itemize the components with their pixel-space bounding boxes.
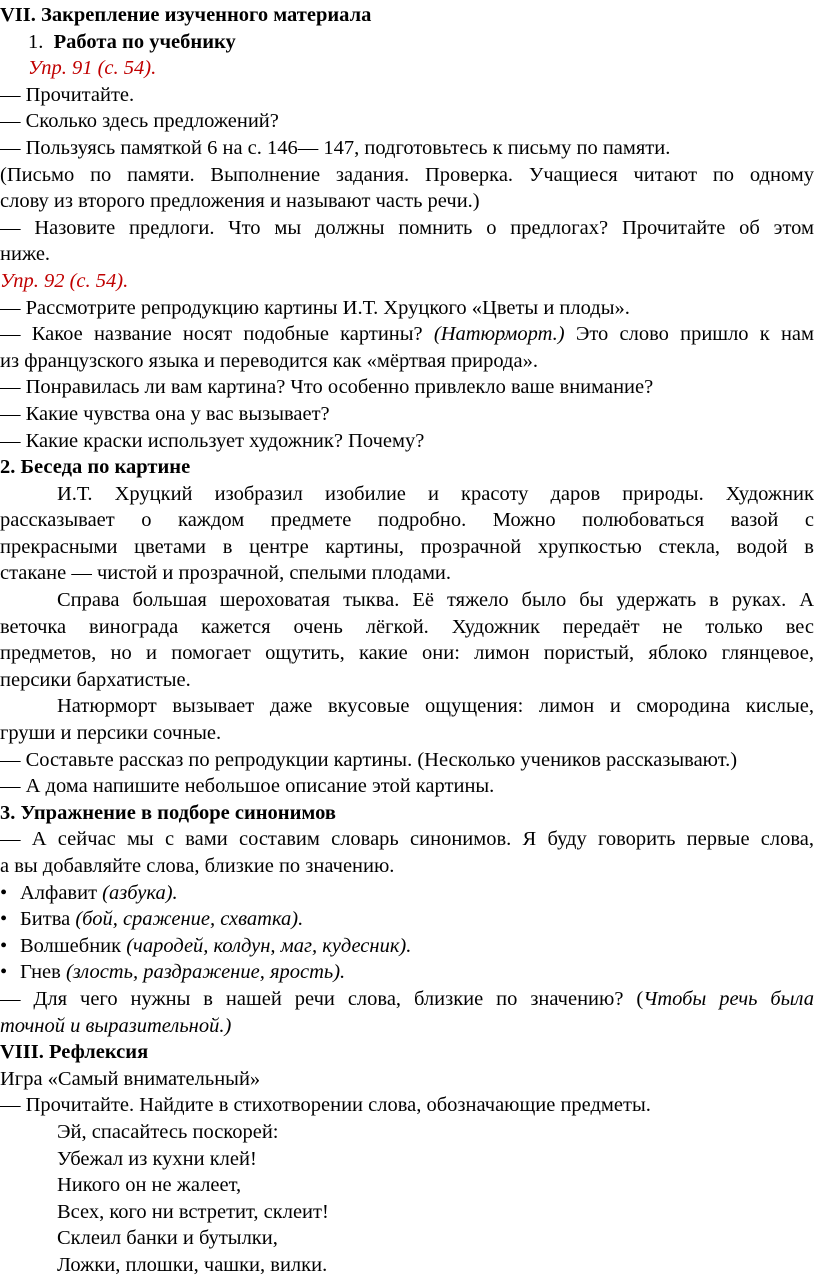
paragraph-line: — Какие чувства она у вас вызывает? xyxy=(0,402,330,425)
bullet-marker: • xyxy=(0,961,8,984)
bullet-marker: • xyxy=(0,881,8,904)
paragraph-line: — Прочитайте. xyxy=(0,83,135,106)
paragraph-line: стакане — чистой и прозрачной, спелыми плодами. xyxy=(0,562,452,585)
paragraph-line: — А дома напишите небольшое описание этой картины. xyxy=(0,775,495,798)
exercise-ref-92: Упр. 92 (с. 54). xyxy=(0,269,129,292)
paragraph-line: Справа большая шероховатая тыква. Её тяжело было бы удержать в руках. А xyxy=(57,589,814,612)
exercise-ref-91: Упр. 91 (с. 54). xyxy=(28,57,157,80)
paragraph-line: предметов, но и помогает ощутить, какие они: лимон пористый, яблоко глянцевое, xyxy=(0,642,814,665)
bullet-marker: • xyxy=(0,908,8,931)
paragraph-line: слову из второго предложения и называют часть речи.) xyxy=(0,190,480,213)
paragraph-line: прекрасными цветами в центре картины, прозрачной хрупкостью стекла, водой в xyxy=(0,535,814,558)
list-item xyxy=(0,959,814,986)
poem-line: Никого он не жалеет, xyxy=(57,1174,242,1197)
paragraph-line: — Сколько здесь предложений? xyxy=(0,110,279,133)
list-synonyms: (азбука). xyxy=(102,881,178,904)
poem-line: Ложки, плошки, чашки, вилки. xyxy=(57,1253,328,1276)
poem-line: Убежал из кухни клей! xyxy=(57,1147,257,1170)
list-synonyms: (бой, сражение, схватка). xyxy=(75,908,304,931)
paragraph-line: — Какие краски использует художник? Почему? xyxy=(0,429,425,452)
text-run: — Для чего нужны в нашей речи слова, близкие по значению? ( xyxy=(0,987,644,1010)
answer-italic: (Натюрморт.) xyxy=(433,323,565,346)
paragraph-line: веточка винограда кажется очень лёгкой. Художник передаёт не только вес xyxy=(0,615,814,638)
paragraph-line: а вы добавляйте слова, близкие по значению. xyxy=(0,855,395,877)
text-run: Это слово пришло к нам xyxy=(575,323,814,346)
list-word: Битва xyxy=(20,908,71,931)
paragraph-line: — Рассмотрите репродукцию картины И.Т. Хруцкого «Цветы и плоды». xyxy=(0,296,630,319)
paragraph-line xyxy=(0,321,814,348)
answer-italic: Чтобы речь была xyxy=(643,987,814,1010)
paragraph-line: — Прочитайте. Найдите в стихотворении слова, обозначающие предметы. xyxy=(0,1094,651,1117)
list-item xyxy=(0,906,814,933)
bullet-marker: • xyxy=(0,934,8,957)
list-item xyxy=(0,933,814,960)
list-synonyms: (чародей, колдун, маг, кудесник). xyxy=(126,934,412,957)
paragraph-line: Натюрморт вызывает даже вкусовые ощущения: лимон и смородина кислые, xyxy=(57,695,814,718)
subsection-heading-1 xyxy=(0,29,814,56)
poem-line: Всех, кого ни встретит, склеит! xyxy=(57,1200,329,1223)
text-run: — Какое название носят подобные картины? xyxy=(0,323,423,346)
paragraph-line: из французского языка и переводится как «мёртвая природа». xyxy=(0,349,538,372)
paragraph-line: (Письмо по памяти. Выполнение задания. Проверка. Учащиеся читают по одному xyxy=(0,163,814,186)
poem-line: Эй, спасайтесь поскорей: xyxy=(57,1120,279,1143)
paragraph-line: — Пользуясь памяткой 6 на с. 146— 147, подготовьтесь к письму по памяти. xyxy=(0,136,671,159)
paragraph-line: груши и персики сочные. xyxy=(0,722,222,745)
paragraph-line: — А сейчас мы с вами составим словарь синонимов. Я буду говорить первые слова, xyxy=(0,828,814,851)
list-word: Волшебник xyxy=(20,934,122,957)
section-heading-viii: VIII. Рефлексия xyxy=(0,1041,149,1064)
paragraph-line: Игра «Самый внимательный» xyxy=(0,1067,261,1090)
section-heading-vii: VII. Закрепление изученного материала xyxy=(0,4,372,26)
paragraph-line: — Составьте рассказ по репродукции картины. (Несколько учеников рассказывают.) xyxy=(0,748,738,771)
paragraph-line: — Назовите предлоги. Что мы должны помнить о предлогах? Прочитайте об этом xyxy=(0,216,814,239)
poem-line: Склеил банки и бутылки, xyxy=(57,1227,278,1250)
subsection-title: Работа по учебнику xyxy=(53,30,236,53)
list-item xyxy=(0,880,814,907)
paragraph-line xyxy=(0,986,814,1013)
list-word: Гнев xyxy=(20,961,61,984)
paragraph-line: ниже. xyxy=(0,243,51,266)
paragraph-line: точной и выразительной.) xyxy=(0,1014,232,1037)
list-word: Алфавит xyxy=(20,881,98,904)
paragraph-line: рассказывает о каждом предмете подробно. Можно полюбоваться вазой с xyxy=(0,509,814,532)
paragraph-line: персики бархатистые. xyxy=(0,668,191,691)
paragraph-line: И.Т. Хруцкий изобразил изобилие и красоту даров природы. Художник xyxy=(57,482,814,505)
subsection-heading-2: 2. Беседа по картине xyxy=(0,456,191,479)
paragraph-line: — Понравилась ли вам картина? Что особенно привлекло ваше внимание? xyxy=(0,376,654,399)
subsection-heading-3: 3. Упражнение в подборе синонимов xyxy=(0,801,336,824)
list-synonyms: (злость, раздражение, ярость). xyxy=(65,961,346,984)
list-number: 1. xyxy=(28,30,44,53)
